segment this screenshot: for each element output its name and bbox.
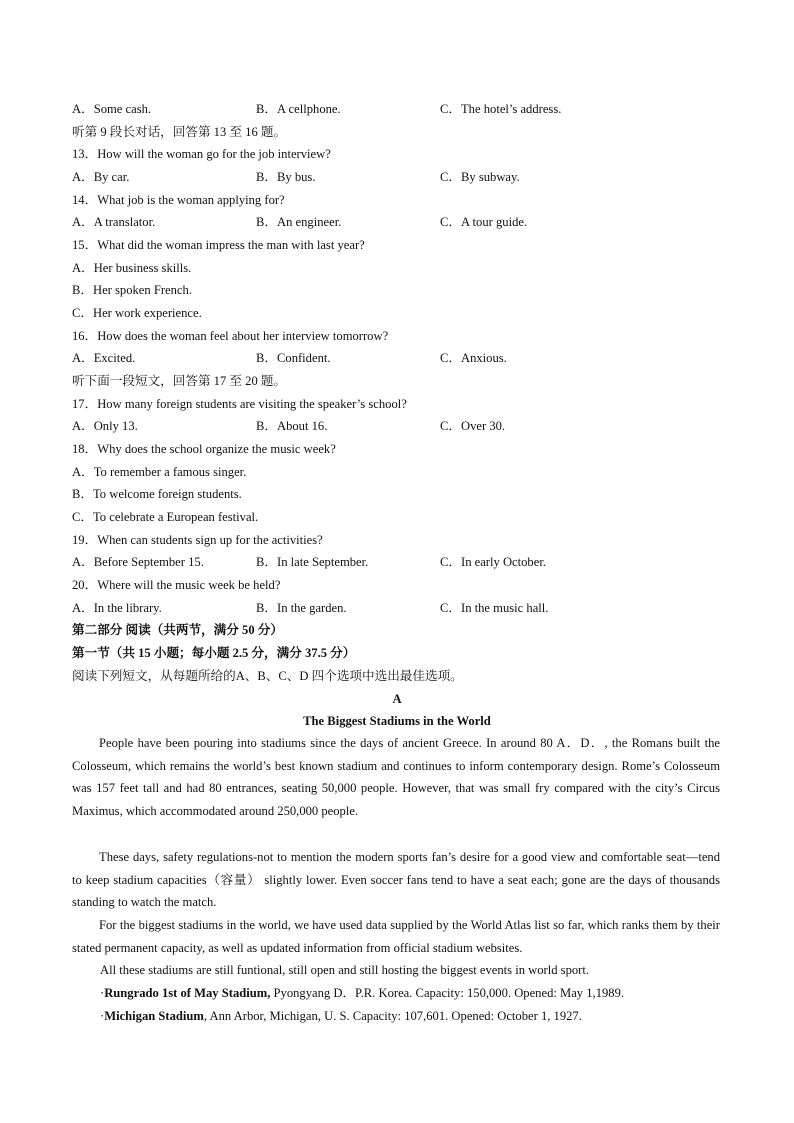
stadium-detail: , Ann Arbor, Michigan, U. S. Capacity: 107,601. Opened: October 1, 1927. [203, 1009, 582, 1023]
q20-option-c: C．In the music hall. [440, 601, 549, 615]
q16-option-a: A．Excited. [72, 351, 136, 365]
stadium-name: Rungrado 1st of May Stadium, [104, 986, 271, 1000]
q12-option-c: C．The hotel’s address. [440, 102, 562, 116]
q18-option-b: B．To welcome foreign students. [72, 487, 242, 501]
q15-option-c: C．Her work experience. [72, 306, 202, 320]
q16-text: 16．How does the woman feel about her interview tomorrow? [72, 329, 389, 343]
q20-option-b: B．In the garden. [256, 601, 347, 615]
q12-option-a: A．Some cash. [72, 102, 152, 116]
reading-instruction: 阅读下列短文，从每题所给的A、B、C、D 四个选项中选出最佳选项。 [72, 669, 463, 683]
q12-option-b: B．A cellphone. [256, 102, 341, 116]
instruction-short-passage: 听下面一段短文，回答第 17 至 20 题。 [72, 374, 287, 388]
passage-letter: A [392, 692, 402, 706]
stadium-bullet [100, 985, 624, 1001]
instruction-dialogue-9: 听第 9 段长对话，回答第 13 至 16 题。 [72, 125, 287, 139]
q19-option-b: B．In late September. [256, 555, 369, 569]
q16-option-c: C．Anxious. [440, 351, 507, 365]
q18-option-a: A．To remember a famous singer. [72, 465, 247, 479]
q14-text: 14．What job is the woman applying for? [72, 193, 285, 207]
q19-option-a: A．Before September 15. [72, 555, 204, 569]
paragraph-3: For the biggest stadiums in the world, we have used data supplied by the World Atlas list so far, which ranks them by their stated permanent capacity, as well as updated information from official stadium websites. [72, 918, 720, 955]
bullet-marker: · [100, 1009, 105, 1023]
q15-text: 15．What did the woman impress the man with last year? [72, 238, 365, 252]
q14-option-c: C．A tour guide. [440, 215, 528, 229]
part2-heading: 第二部分 阅读（共两节，满分 50 分） [72, 623, 283, 637]
q13-option-a: A．By car. [72, 170, 130, 184]
stadium-detail: Pyongyang D．P.R. Korea. Capacity: 150,000. Opened: May 1,1989. [270, 986, 625, 1000]
q13-option-c: C．By subway. [440, 170, 520, 184]
q15-option-a: A．Her business skills. [72, 261, 192, 275]
q18-option-c: C．To celebrate a European festival. [72, 510, 259, 524]
q19-text: 19．When can students sign up for the activities? [72, 533, 323, 547]
q17-option-a: A．Only 13. [72, 419, 138, 433]
q17-option-c: C．Over 30. [440, 419, 506, 433]
q19-option-c: C．In early October. [440, 555, 546, 569]
paragraph-2: These days, safety regulations-not to mention the modern sports fan’s desire for a good view and comfortable seat—tend to keep stadium capacities（容量） slightly lower. Even soccer fans tend to have a seat each; gone are the days of thousands standing to watch the match. [72, 850, 720, 910]
q14-option-b: B．An engineer. [256, 215, 342, 229]
q16-option-b: B．Confident. [256, 351, 331, 365]
q20-text: 20．Where will the music week be held? [72, 578, 281, 592]
q18-text: 18．Why does the school organize the music week? [72, 442, 336, 456]
section1-heading: 第一节（共 15 小题；每小题 2.5 分，满分 37.5 分） [72, 646, 356, 660]
q17-option-b: B．About 16. [256, 419, 328, 433]
passage-title: The Biggest Stadiums in the World [303, 714, 491, 728]
stadium-name: Michigan Stadium [104, 1009, 204, 1023]
q15-option-b: B．Her spoken French. [72, 283, 192, 297]
paragraph-1: People have been pouring into stadiums since the days of ancient Greece. In around 80 A．D．, the Romans built the Colosseum, which remains the world’s best known stadium and continues to inform contemporary design. Rome’s Colosseum was 157 feet tall and had 80 entrances, seating 50,000 people. However, that was small fry compared with the city’s Circus Maximus, which accommodated around 250,000 people. [72, 736, 720, 819]
q13-option-b: B．By bus. [256, 170, 316, 184]
q17-text: 17．How many foreign students are visiting the speaker’s school? [72, 397, 407, 411]
q14-option-a: A．A translator. [72, 215, 156, 229]
closing-line: All these stadiums are still funtional, still open and still hosting the biggest events in world sport. [100, 963, 590, 977]
bullet-marker: · [100, 986, 105, 1000]
q13-text: 13．How will the woman go for the job interview? [72, 147, 331, 161]
q20-option-a: A．In the library. [72, 601, 162, 615]
stadium-bullet [100, 1008, 582, 1024]
